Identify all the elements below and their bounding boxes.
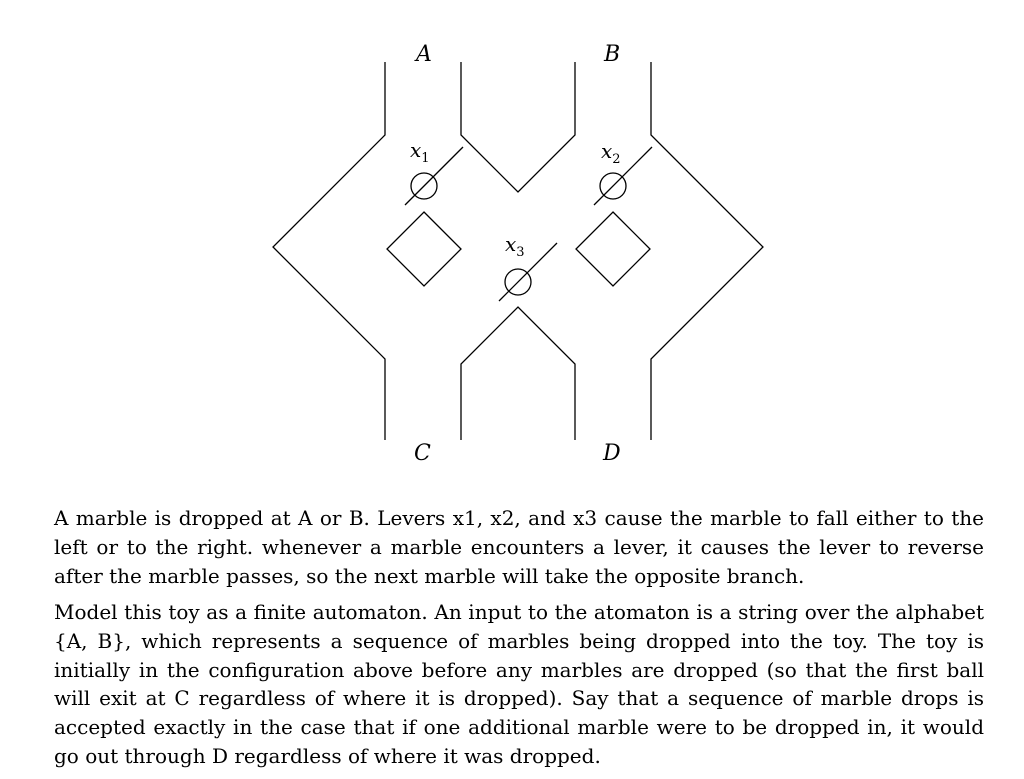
bottom-inner-divider <box>461 307 575 440</box>
label-c: C <box>414 441 431 466</box>
label-a: A <box>416 42 432 67</box>
lever-label-x3: $x_3$ <box>505 232 525 260</box>
outer-left-wall <box>273 62 385 440</box>
description-paragraph: A marble is dropped at A or B. Levers x1, x2, and x3 cause the marble to fall either to the left or to the right. whenever a marble encounters a lever, it causes the lever to reverse after the marble passes, so the next marble will take the opposite branch. <box>54 506 984 588</box>
lever-label-x1: $x_1$ <box>410 138 430 166</box>
label-b: B <box>604 42 621 67</box>
right-diamond-block <box>576 212 650 286</box>
label-d: D <box>603 441 621 466</box>
left-diamond-block <box>387 212 461 286</box>
outer-right-wall <box>651 62 763 440</box>
task-paragraph: Model this toy as a finite automaton. An input to the atomaton is a string over the alphabet {A, B}, which represents a sequence of marbles being dropped into the toy. The toy is initially in the configuration above before any marbles are dropped (so that the first ball will exit at C regardless of where it is dropped). Say that a sequence of marble drops is accepted exactly in the case that if one additional marble were to be dropped in, it would go out through D regardless of where it was dropped. <box>54 600 984 768</box>
top-inner-divider <box>461 62 575 192</box>
lever-label-x2: $x_2$ <box>601 139 621 167</box>
